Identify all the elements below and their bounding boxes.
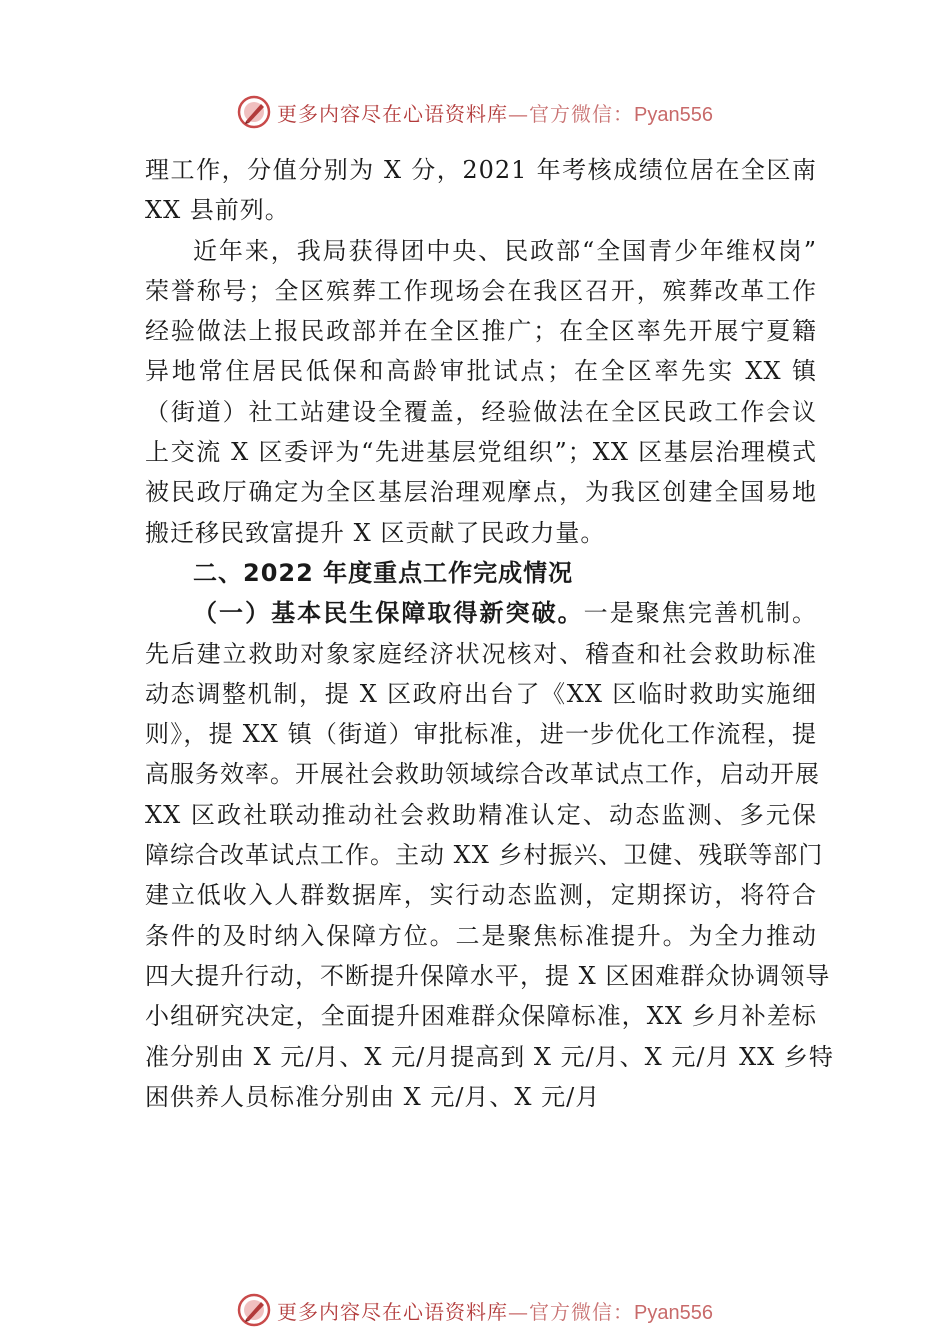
text-line: 障综合改革试点工作。主动 XX 乡村振兴、卫健、残联等部门: [145, 841, 824, 870]
banner-main-text: 更多内容尽在心语资料库: [277, 101, 509, 126]
banner-account-id: Pyan556: [634, 1301, 713, 1324]
text-line: 条件的及时纳入保障方位。二是聚焦标准提升。为全力推动: [145, 921, 817, 950]
document-body: [145, 150, 834, 1117]
banner-wechat-label: 官方微信：: [529, 101, 635, 126]
pen-logo-icon: [237, 1293, 271, 1327]
banner-dash: —: [508, 101, 530, 126]
text-line: 被民政厅确定为全区基层治理观摩点，为我区创建全国易地: [145, 478, 817, 507]
section-heading: 二、2022 年度重点工作完成情况: [193, 558, 574, 587]
footer-banner: [0, 1290, 950, 1330]
text-line: （街道）社工站建设全覆盖，经验做法在全区民政工作会议: [145, 397, 817, 426]
subsection-lead-text: 一是聚焦完善机制。: [583, 599, 818, 628]
text-line: 异地常住居民低保和高龄审批试点；在全区率先实 XX 镇: [145, 357, 817, 386]
text-line: 高服务效率。开展社会救助领域综合改革试点工作，启动开展: [145, 760, 820, 789]
text-line: 建立低收入人群数据库，实行动态监测，定期探访，将符合: [145, 881, 817, 910]
subsection-lead-line: [145, 593, 817, 633]
banner-text: [277, 1296, 713, 1325]
text-line: 先后建立救助对象家庭经济状况核对、稽查和社会救助标准: [145, 639, 817, 668]
text-line: XX 县前列。: [145, 196, 290, 225]
text-line: 上交流 X 区委评为“先进基层党组织”；XX 区基层治理模式: [145, 438, 817, 467]
text-line: 理工作，分值分别为 X 分，2021 年考核成绩位居在全区南: [145, 156, 817, 184]
text-line: 动态调整机制，提 X 区政府出台了《XX 区临时救助实施细: [145, 679, 817, 708]
banner-wechat-label: 官方微信：: [529, 1299, 635, 1324]
pen-logo-icon: [237, 95, 271, 129]
text-line: 小组研究决定，全面提升困难群众保障标准，XX 乡月补差标: [145, 1002, 817, 1031]
banner-main-text: 更多内容尽在心语资料库: [277, 1299, 509, 1324]
paragraph-start-line: 近年来，我局获得团中央、民政部“全国青少年维权岗”: [193, 236, 817, 265]
banner-text: [277, 98, 713, 127]
text-line: 搬迁移民致富提升 X 区贡献了民政力量。: [145, 518, 606, 547]
text-line: 荣誉称号；全区殡葬工作现场会在我区召开，殡葬改革工作: [145, 276, 817, 305]
text-line: 经验做法上报民政部并在全区推广；在全区率先开展宁夏籍: [145, 317, 817, 346]
banner-dash: —: [508, 1299, 530, 1324]
subsection-title: （一）基本民生保障取得新突破。: [193, 598, 584, 628]
banner-account-id: Pyan556: [634, 103, 713, 126]
text-line: 则》，提 XX 镇（街道）审批标准，进一步优化工作流程，提: [145, 720, 817, 749]
header-banner: [0, 92, 950, 132]
text-line: 准分别由 X 元/月、X 元/月提高到 X 元/月、X 元/月 XX 乡特: [145, 1042, 834, 1071]
text-line: 四大提升行动，不断提升保障水平，提 X 区困难群众协调领导: [145, 961, 831, 990]
text-line: 困供养人员标准分别由 X 元/月、X 元/月: [145, 1082, 601, 1111]
text-line: XX 区政社联动推动社会救助精准认定、动态监测、多元保: [145, 800, 817, 829]
